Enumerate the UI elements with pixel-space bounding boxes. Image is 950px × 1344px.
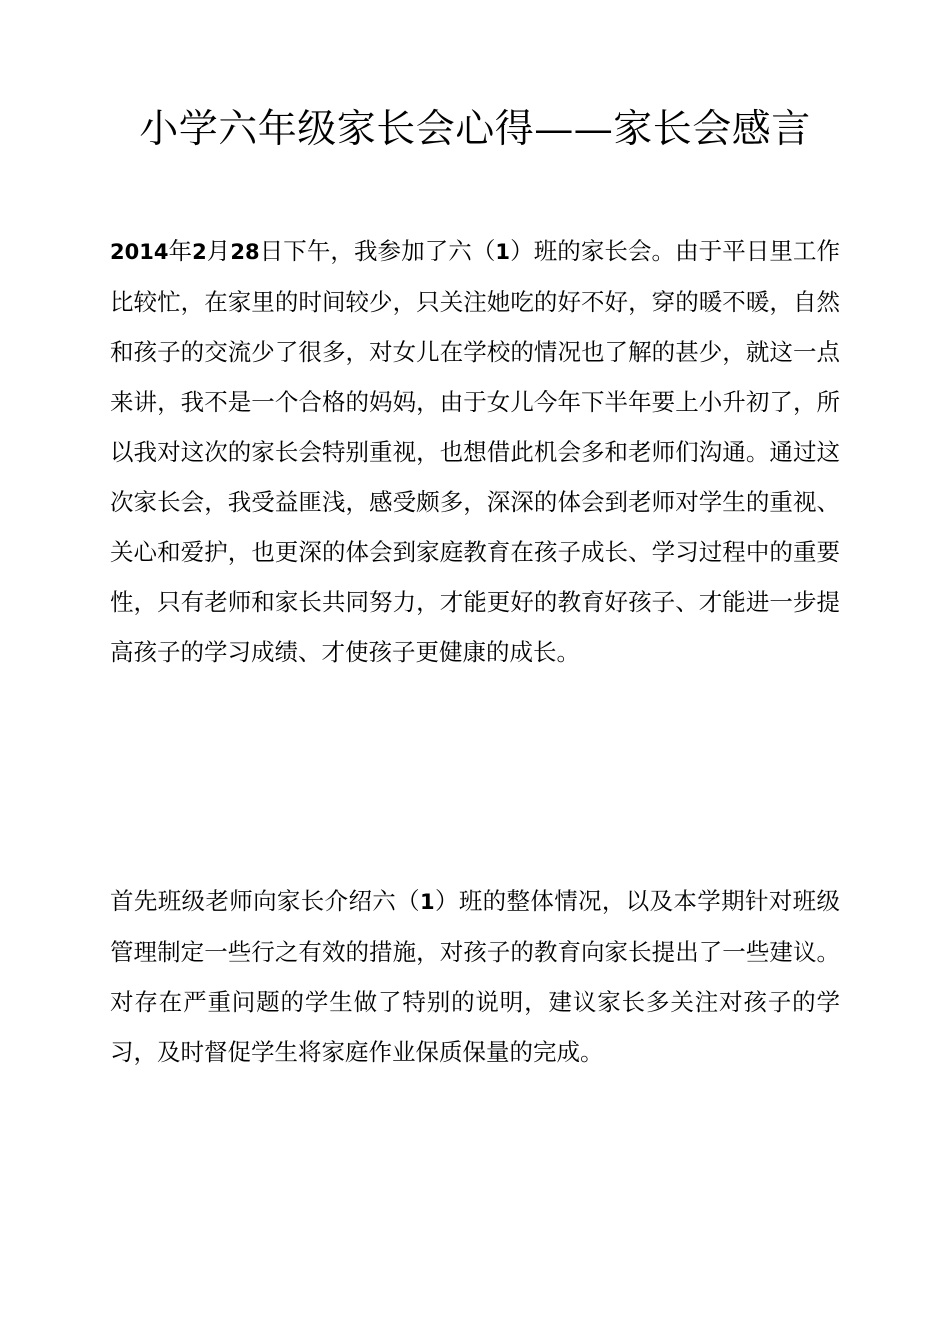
class-number: 1	[495, 240, 511, 264]
paragraph-1-text-b: ）班的家长会。由于平日里工作比较忙，在家里的时间较少，只关注她吃的好不好，穿的暖不暖，自然和孩子的交流少了很多，对女儿在学校的情况也了解的甚少，就这一点来讲，我不是一个合格的妈妈，由于女儿今年下半年要上小升初了，所以我对这次的家长会特别重视，也想借此机会多和老师们沟通。通过这次家长会，我受益匪浅，感受颇多，深深的体会到老师对学生的重视、关心和爱护，也更深的体会到家庭教育在孩子成长、学习过程中的重要性，只有老师和家长共同努力，才能更好的教育好孩子、才能进一步提高孩子的学习成绩、才使孩子更健康的成长。	[110, 237, 841, 666]
paragraph-2-text-b: ）班的整体情况，以及本学期针对班级管理制定一些行之有效的措施，对孩子的教育向家长提出了一些建议。对存在严重问题的学生做了特别的说明，建议家长多关注对孩子的学习，及时督促学生将家庭作业保质保量的完成。	[110, 887, 841, 1066]
date-year: 2014	[110, 240, 169, 264]
document-title: 小学六年级家长会心得——家长会感言	[139, 107, 811, 152]
paragraph-1-text-a: 日下午，我参加了六（	[259, 237, 496, 265]
paragraph-2	[110, 876, 840, 1077]
date-month-suffix: 月	[206, 237, 231, 265]
paragraph-1	[110, 226, 840, 677]
date-year-suffix: 年	[168, 237, 193, 265]
class-number: 1	[420, 890, 435, 914]
paragraph-2-text-a: 首先班级老师向家长介绍六（	[110, 887, 420, 915]
date-month: 2	[192, 240, 207, 264]
date-day: 28	[230, 240, 260, 264]
